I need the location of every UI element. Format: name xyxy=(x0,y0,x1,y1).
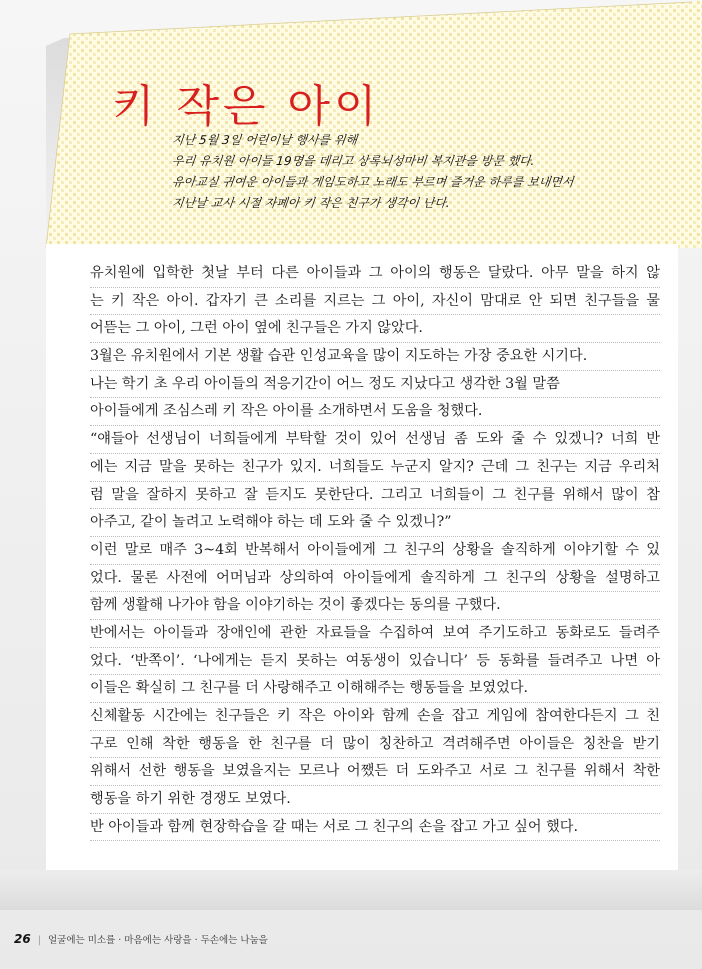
body-line: 반 아이들과 함께 현장학습을 갈 때는 서로 그 친구의 손을 잡고 가고 싶어 했다. xyxy=(90,814,660,842)
footer-separator: | xyxy=(37,935,41,946)
body-line: 위해서 선한 행동을 보였을지는 모르나 어쨌든 더 도와주고 서로 그 친구를 위해서 착한 xyxy=(90,758,660,786)
body-line: 이들은 확실히 그 친구를 더 사랑해주고 이해해주는 행동들을 보였었다. xyxy=(90,675,660,703)
bottom-paper-strip xyxy=(0,870,702,910)
page-title: 키 작은 아이 xyxy=(112,81,381,132)
body-line: 어뜯는 그 아이, 그런 아이 옆에 친구들은 가지 않았다. xyxy=(90,315,660,343)
intro-line: 지난 5월 3일 어린이날 행사를 위해 xyxy=(171,133,358,147)
footer-slogan: 얼굴에는 미소를 · 마음에는 사랑을 · 두손에는 나눔을 xyxy=(47,935,268,946)
body-line: 신체활동 시간에는 친구들은 키 작은 아이와 함께 손을 잡고 게임에 참여한다든지 그 친 xyxy=(90,703,660,731)
body-line: 이런 말로 매주 3~4회 반복해서 아이들에게 그 친구의 상황을 솔직하게 이야기할 수 있 xyxy=(90,537,660,565)
body-line: 었다. ‘반쪽이’. ‘나에게는 듣지 못하는 여동생이 있습니다’ 등 동화를 들려주고 나면 아 xyxy=(90,648,660,676)
page-number: 26 xyxy=(14,932,31,946)
body-line: 3월은 유치원에서 기본 생활 습관 인성교육을 많이 지도하는 가장 중요한 시기다. xyxy=(90,343,660,371)
body-line: 었다. 물론 사전에 어머님과 상의하여 아이들에게 솔직하게 그 친구의 상황을 설명하고 xyxy=(90,565,660,593)
body-text xyxy=(90,260,660,841)
intro-line: 지난날 교사 시절 자폐아 키 작은 친구가 생각이 난다. xyxy=(171,196,451,210)
body-line: 유치원에 입학한 첫날 부터 다른 아이들과 그 아이의 행동은 달랐다. 아무 말을 하지 않 xyxy=(90,260,660,288)
body-line: 함께 생활해 나가야 함을 이야기하는 것이 좋겠다는 동의를 구했다. xyxy=(90,592,660,620)
body-line: 행동을 하기 위한 경쟁도 보였다. xyxy=(90,786,660,814)
body-line: 아주고, 같이 놀려고 노력해야 하는 데 도와 줄 수 있겠니?” xyxy=(90,509,660,537)
body-line: 는 키 작은 아이. 갑자기 큰 소리를 지르는 그 아이, 자신이 맘대로 안 되면 친구들을 물 xyxy=(90,288,660,316)
intro-line: 유아교실 귀여운 아이들과 게임도하고 노래도 부르며 즐거운 하루를 보내면서 xyxy=(171,175,575,189)
page-footer xyxy=(14,932,268,946)
body-line: 에는 지금 말을 못하는 친구가 있지. 너희들도 누군지 알지? 근데 그 친구는 지금 우리처 xyxy=(90,454,660,482)
intro-paragraph xyxy=(172,130,672,214)
body-line: 반에서는 아이들과 장애인에 관한 자료들을 수집하여 보여 주기도하고 동화로도 들려주 xyxy=(90,620,660,648)
body-line: 나는 학기 초 우리 아이들의 적응기간이 어느 정도 지났다고 생각한 3월 말쯤 xyxy=(90,371,660,399)
body-line: 럼 말을 잘하지 못하고 잘 듣지도 못한단다. 그리고 너희들이 그 친구를 위해서 많이 참 xyxy=(90,482,660,510)
intro-line: 우리 유치원 아이들 19명을 데리고 상록뇌성마비 복지관을 방문 했다. xyxy=(171,154,536,168)
body-line: 아이들에게 조심스레 키 작은 아이를 소개하면서 도움을 청했다. xyxy=(90,398,660,426)
body-line: “얘들아 선생님이 너희들에게 부탁할 것이 있어 선생님 좀 도와 줄 수 있겠니? 너희 반 xyxy=(90,426,660,454)
body-line: 구로 인해 착한 행동을 한 친구를 더 많이 칭찬하고 격려해주면 아이들은 칭찬을 받기 xyxy=(90,731,660,759)
